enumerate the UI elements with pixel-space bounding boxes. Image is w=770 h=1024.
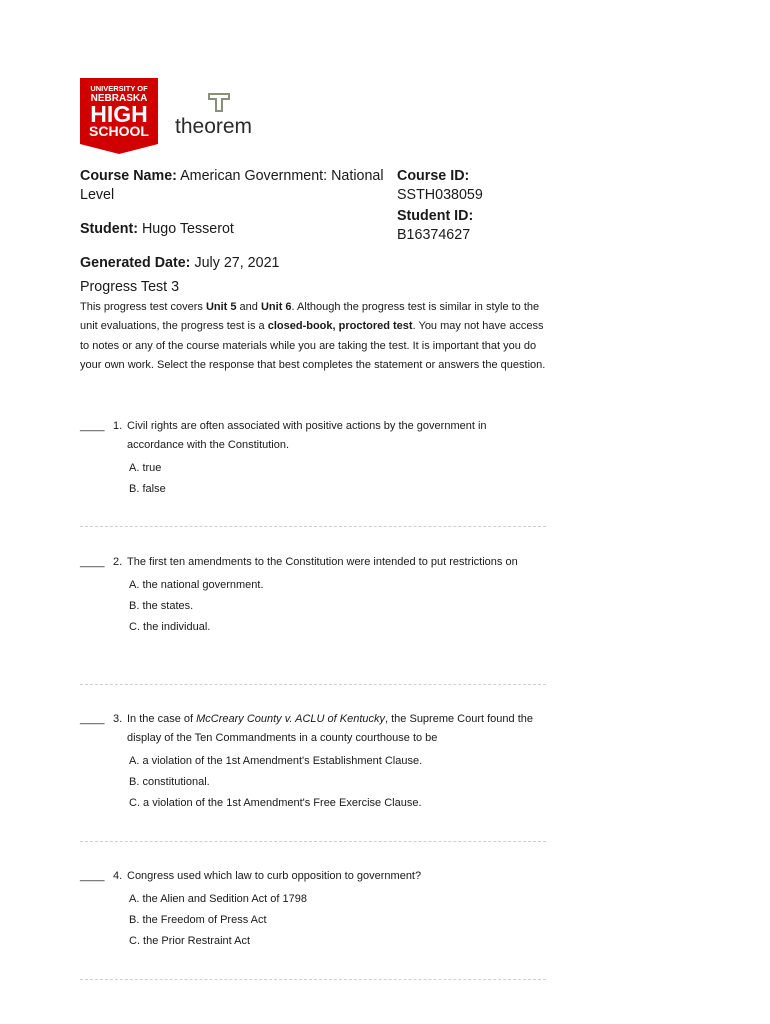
question-divider xyxy=(80,526,546,527)
answer-options xyxy=(80,575,546,638)
question-1 xyxy=(80,417,546,500)
question-text: Congress used which law to curb opposition to government? xyxy=(127,870,422,882)
question-number: 1. xyxy=(113,420,123,432)
theorem-logo xyxy=(175,92,267,138)
question-text: The first ten amendments to the Constitution were intended to put restrictions on xyxy=(127,556,518,568)
option-a: A. the national government. xyxy=(129,579,264,591)
option-b: B. the Freedom of Press Act xyxy=(129,914,267,926)
svg-text:HIGH: HIGH xyxy=(90,101,148,127)
case-name: McCreary County v. ACLU of Kentucky xyxy=(196,713,386,725)
course-id-value: SSTH038059 xyxy=(397,187,483,203)
question-number: 3. xyxy=(113,713,123,725)
course-name-label: Course Name: xyxy=(80,168,177,184)
option-a: A. the Alien and Sedition Act of 1798 xyxy=(129,893,307,905)
unl-high-school-logo xyxy=(80,78,158,154)
option-c: C. the individual. xyxy=(129,621,211,633)
test-title: Progress Test 3 xyxy=(80,279,180,295)
option-c: C. a violation of the 1st Amendment's Free Exercise Clause. xyxy=(129,797,422,809)
svg-text:theorem: theorem xyxy=(175,115,253,138)
question-divider xyxy=(80,684,546,685)
answer-options xyxy=(80,889,546,952)
student-row xyxy=(80,220,390,239)
question-2 xyxy=(80,553,546,638)
course-info-left xyxy=(80,167,390,288)
course-name-row xyxy=(80,167,390,205)
option-c: C. the Prior Restraint Act xyxy=(129,935,251,947)
option-b: B. the states. xyxy=(129,600,194,612)
theorem-t-icon xyxy=(209,94,229,111)
question-number: 4. xyxy=(113,870,123,882)
test-instructions: This progress test covers Unit 5 and Unit 6. Although the progress test is similar in style to the unit evaluations, the progress test is a closed-book, proctored test. You may not have access to notes or any of the course materials while you are taking the test. It is important that you do your own work. Select the response that best completes the statement or answers the question. xyxy=(80,301,546,372)
question-3 xyxy=(80,710,546,814)
student-id-label: Student ID: xyxy=(397,208,474,224)
generated-date-row xyxy=(80,254,390,273)
option-a: A. a violation of the 1st Amendment's Establishment Clause. xyxy=(129,755,423,767)
svg-text:NEBRASKA: NEBRASKA xyxy=(90,93,148,104)
answer-blank[interactable]: ____ xyxy=(80,420,105,432)
question-text: In the case of McCreary County v. ACLU of Kentucky, the Supreme Court found the display of the Ten Commandments in a county courthouse to be xyxy=(127,713,533,744)
student-id-value: B16374627 xyxy=(397,227,471,243)
svg-text:UNIVERSITY OF: UNIVERSITY OF xyxy=(90,84,148,93)
course-name-value: American Government: National Level xyxy=(80,168,384,203)
course-id-label: Course ID: xyxy=(397,168,470,184)
course-info-right xyxy=(397,167,547,245)
question-4 xyxy=(80,867,546,952)
option-a: A. true xyxy=(129,462,162,474)
generated-date-label: Generated Date: xyxy=(80,255,191,271)
option-b: B. false xyxy=(129,483,166,495)
student-value: Hugo Tesserot xyxy=(141,221,234,237)
answer-options xyxy=(80,751,546,814)
answer-options xyxy=(80,458,546,500)
option-b: B. constitutional. xyxy=(129,776,210,788)
question-divider xyxy=(80,841,546,842)
question-text: Civil rights are often associated with positive actions by the government in accordance with the Constitution. xyxy=(127,420,487,451)
student-label: Student: xyxy=(80,221,138,237)
question-divider xyxy=(80,979,546,980)
answer-blank[interactable]: ____ xyxy=(80,870,105,882)
answer-blank[interactable]: ____ xyxy=(80,556,105,568)
question-number: 2. xyxy=(113,556,123,568)
generated-date-value: July 27, 2021 xyxy=(194,255,280,271)
svg-text:SCHOOL: SCHOOL xyxy=(89,123,149,139)
answer-blank[interactable]: ____ xyxy=(80,713,105,725)
